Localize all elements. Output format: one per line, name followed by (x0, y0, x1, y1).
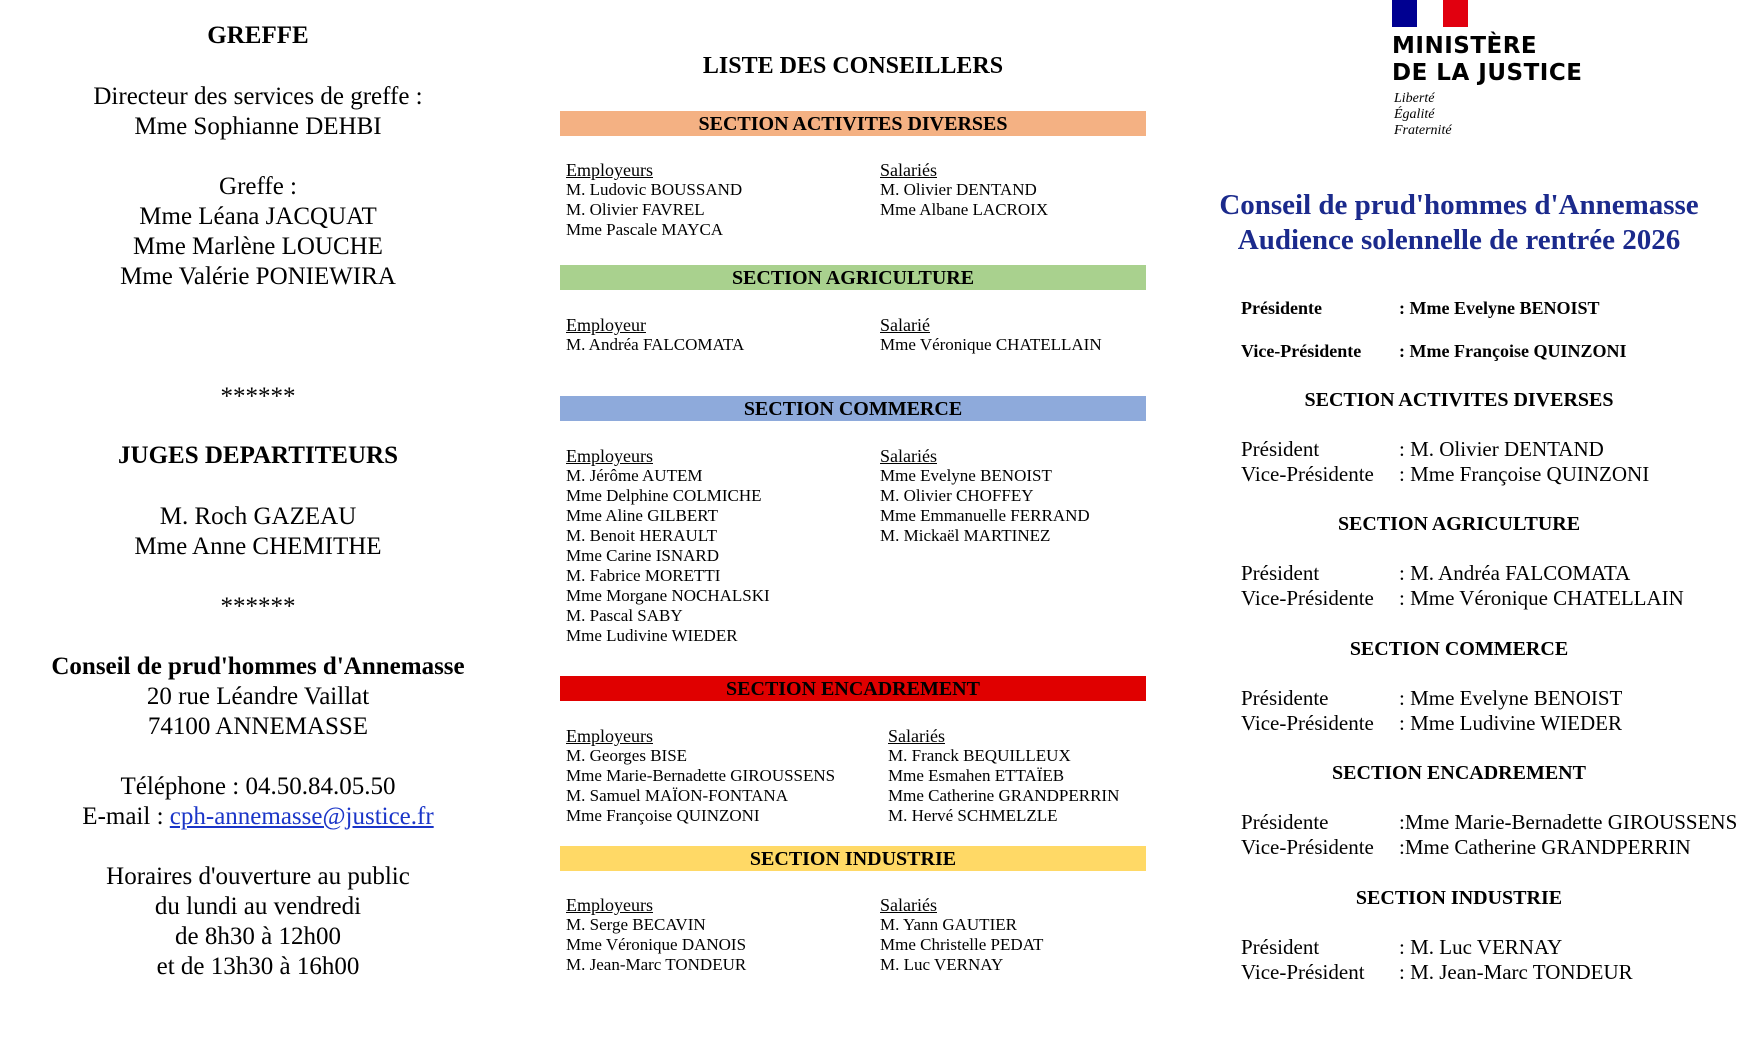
member-name: Mme Ludivine WIEDER (566, 626, 738, 645)
member-name: Mme Christelle PEDAT (880, 935, 1044, 954)
role-label: Président (1241, 437, 1320, 461)
greffe-staff-1: Mme Léana JACQUAT (139, 203, 377, 230)
group-heading: Employeurs (566, 446, 653, 466)
member-name: Mme Morgane NOCHALSKI (566, 586, 770, 605)
salaries-group (880, 895, 1043, 975)
separator: ****** (220, 383, 296, 410)
member-name: Mme Carine ISNARD (566, 546, 719, 565)
member-name: M. Mickaël MARTINEZ (880, 526, 1051, 545)
presidente-value: : Mme Evelyne BENOIST (1399, 298, 1600, 318)
member-name: Mme Véronique CHATELLAIN (880, 335, 1102, 354)
ministere-name: MINISTÈRE DE LA JUSTICE (1392, 33, 1583, 86)
email-label: E-mail : (82, 803, 170, 830)
member-name: M. Georges BISE (566, 746, 688, 765)
salaries-group (880, 446, 1090, 546)
group-heading: Employeurs (566, 160, 653, 180)
group-heading: Employeurs (566, 895, 653, 915)
section-bar-activites-diverses: SECTION ACTIVITES DIVERSES (560, 111, 1146, 136)
section-bar-agriculture: SECTION AGRICULTURE (560, 265, 1146, 290)
member-name: M. Hervé SCHMELZLE (888, 806, 1058, 825)
role-value: : M. Olivier DENTAND (1399, 437, 1604, 461)
member-name: Mme Esmahen ETTAÏEB (888, 766, 1065, 785)
role-label: Vice-Présidente (1241, 462, 1374, 486)
salaries-group (880, 160, 1048, 220)
audience-title-1: Conseil de prud'hommes d'Annemasse (1219, 189, 1699, 221)
member-name: M. Jean-Marc TONDEUR (566, 955, 747, 974)
role-label: Président (1241, 935, 1320, 959)
vice-presidente-value: : Mme Françoise QUINZONI (1399, 341, 1627, 361)
role-label: Vice-Présidente (1241, 835, 1374, 859)
hours-2: du lundi au vendredi (154, 893, 362, 920)
separator: ****** (220, 593, 296, 620)
hours-4: et de 13h30 à 16h00 (156, 953, 360, 980)
group-heading: Salariés (880, 895, 937, 915)
member-name: Mme Albane LACROIX (880, 200, 1049, 219)
employeurs-group (566, 315, 744, 355)
audience-title-2: Audience solennelle de rentrée 2026 (1237, 224, 1681, 256)
presidente-label: Présidente (1241, 298, 1322, 318)
member-name: M. Pascal SABY (566, 606, 683, 625)
member-name: Mme Marie-Bernadette GIROUSSENS (566, 766, 836, 785)
section-bar-commerce: SECTION COMMERCE (560, 396, 1146, 421)
greffe-heading: GREFFE (207, 22, 309, 49)
group-heading: Employeur (566, 315, 646, 335)
group-heading: Salariés (880, 446, 937, 466)
member-name: Mme Aline GILBERT (566, 506, 718, 525)
flag-blue (1392, 0, 1417, 27)
role-value: : M. Andréa FALCOMATA (1399, 561, 1631, 585)
greffe-staff-2: Mme Marlène LOUCHE (133, 233, 383, 260)
member-name: Mme Evelyne BENOIST (880, 466, 1052, 485)
section-heading: SECTION ENCADREMENT (1332, 762, 1586, 784)
section-heading: SECTION AGRICULTURE (1337, 513, 1581, 535)
employeurs-group (566, 160, 742, 240)
section-heading: SECTION ACTIVITES DIVERSES (1304, 389, 1614, 411)
director-name: Mme Sophianne DEHBI (134, 113, 382, 140)
contact-address-1: 20 rue Léandre Vaillat (146, 683, 370, 710)
member-name: M. Yann GAUTIER (880, 915, 1017, 934)
juges-heading: JUGES DEPARTITEURS (118, 442, 398, 469)
hours-3: de 8h30 à 12h00 (175, 923, 341, 950)
role-label: Vice-Présidente (1241, 586, 1374, 610)
role-value: :Mme Catherine GRANDPERRIN (1399, 835, 1691, 859)
member-name: M. Olivier FAVREL (566, 200, 705, 219)
flag-white (1417, 0, 1443, 27)
role-label: Vice-Président (1241, 960, 1365, 984)
group-heading: Salariés (888, 726, 945, 746)
employeurs-group (566, 726, 835, 826)
flag-red (1443, 0, 1468, 27)
juge-1: M. Roch GAZEAU (159, 503, 357, 530)
devise: Liberté Égalité Fraternité (1394, 91, 1452, 138)
hours-1: Horaires d'ouverture au public (106, 863, 410, 890)
section-heading: SECTION COMMERCE (1349, 638, 1569, 660)
group-heading: Employeurs (566, 726, 653, 746)
member-name: Mme Pascale MAYCA (566, 220, 724, 239)
role-label: Vice-Présidente (1241, 711, 1374, 735)
contact-address-2: 74100 ANNEMASSE (147, 713, 369, 740)
contact-phone: Téléphone : 04.50.84.05.50 (120, 773, 396, 800)
section-bar-industrie: SECTION INDUSTRIE (560, 846, 1146, 871)
greffe-label: Greffe : (219, 173, 297, 200)
member-name: M. Olivier DENTAND (880, 180, 1037, 199)
contact-name: Conseil de prud'hommes d'Annemasse (51, 653, 465, 680)
salaries-group (888, 726, 1119, 826)
employeurs-group (566, 895, 746, 975)
member-name: M. Olivier CHOFFEY (880, 486, 1034, 505)
employeurs-group (566, 446, 770, 646)
member-name: M. Fabrice MORETTI (566, 566, 721, 585)
email-link[interactable]: cph-annemasse@justice.fr (169, 803, 434, 830)
member-name: M. Benoit HERAULT (566, 526, 717, 545)
member-name: Mme Véronique DANOIS (566, 935, 747, 954)
juge-2: Mme Anne CHEMITHE (134, 533, 382, 560)
member-name: M. Luc VERNAY (880, 955, 1004, 974)
role-value: : Mme Evelyne BENOIST (1399, 686, 1623, 710)
role-value: : M. Luc VERNAY (1399, 935, 1563, 959)
member-name: Mme Catherine GRANDPERRIN (888, 786, 1120, 805)
group-heading: Salarié (880, 315, 930, 335)
section-bar-encadrement: SECTION ENCADREMENT (560, 676, 1146, 701)
member-name: M. Franck BEQUILLEUX (888, 746, 1071, 765)
role-label: Présidente (1241, 686, 1329, 710)
salaries-group (880, 315, 1102, 355)
member-name: M. Serge BECAVIN (566, 915, 706, 934)
member-name: M. Samuel MAÏON-FONTANA (566, 786, 788, 805)
role-value: : Mme Ludivine WIEDER (1399, 711, 1622, 735)
director-label: Directeur des services de greffe : (93, 83, 423, 110)
member-name: M. Ludovic BOUSSAND (566, 180, 743, 199)
role-value: :Mme Marie-Bernadette GIROUSSENS (1399, 810, 1738, 834)
role-value: : Mme Véronique CHATELLAIN (1399, 586, 1684, 610)
member-name: M. Andréa FALCOMATA (566, 335, 745, 354)
member-name: M. Jérôme AUTEM (566, 466, 703, 485)
contact-email-line (0, 802, 516, 832)
marianne-flag-icon (1392, 0, 1468, 27)
role-label: Présidente (1241, 810, 1329, 834)
member-name: Mme Delphine COLMICHE (566, 486, 762, 505)
role-label: Président (1241, 561, 1320, 585)
role-value: : Mme Françoise QUINZONI (1399, 462, 1650, 486)
role-value: : M. Jean-Marc TONDEUR (1399, 960, 1633, 984)
vice-presidente-label: Vice-Présidente (1241, 341, 1362, 361)
member-name: Mme Emmanuelle FERRAND (880, 506, 1090, 525)
greffe-staff-3: Mme Valérie PONIEWIRA (120, 263, 396, 290)
member-name: Mme Françoise QUINZONI (566, 806, 760, 825)
group-heading: Salariés (880, 160, 937, 180)
section-heading: SECTION INDUSTRIE (1355, 887, 1563, 909)
liste-title: LISTE DES CONSEILLERS (702, 53, 1004, 79)
